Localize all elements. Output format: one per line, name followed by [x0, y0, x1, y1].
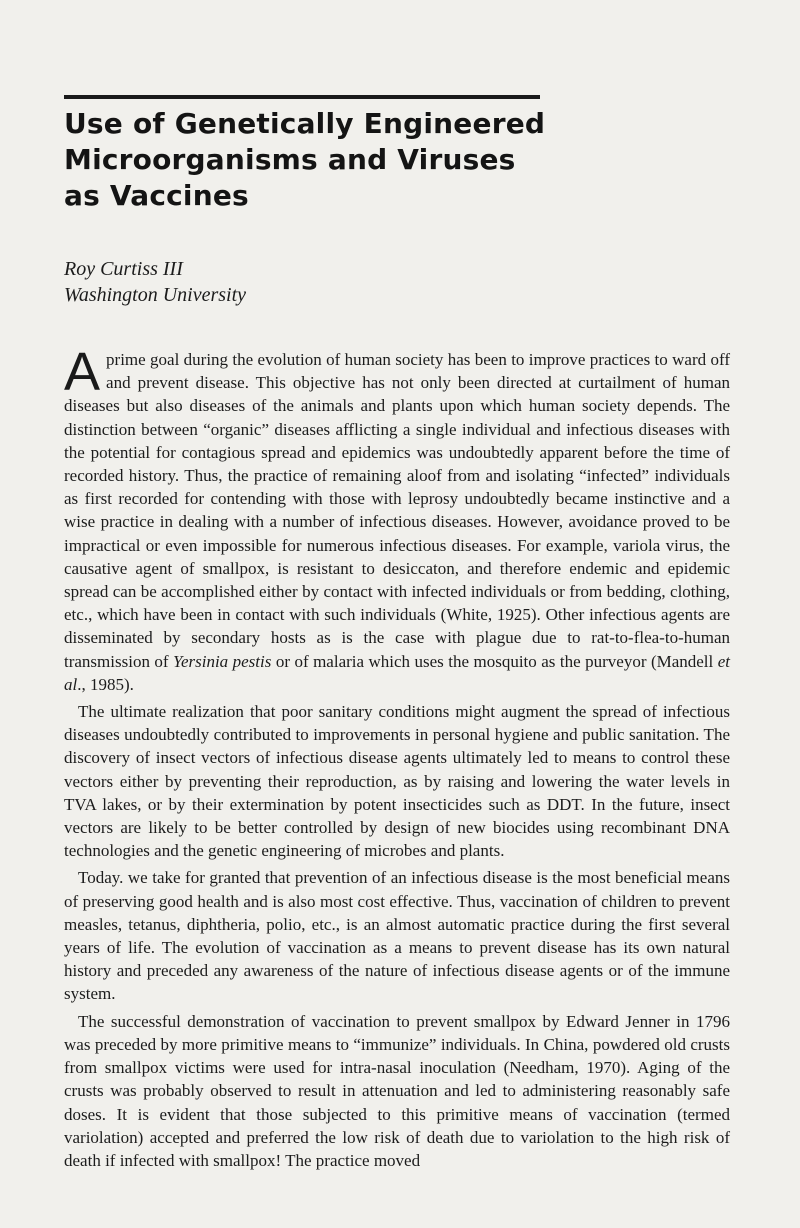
author-block	[64, 256, 246, 308]
paragraph-1-text-c: ., 1985).	[77, 674, 134, 694]
paragraph-3: Today. we take for granted that prevention of an infectious disease is the most beneficial means of preserving good health and is also most cost effective. Thus, vaccination of children to prevent measles, tetanus, diphtheria, polio, etc., is an almost automatic practice during the first several years of life. The evolution of vaccination as a means to prevent disease has its own natural history and preceded any awareness of the nature of infectious disease agents or of the immune system.	[64, 868, 730, 1004]
article-body	[64, 342, 731, 1172]
drop-cap: A	[64, 342, 101, 402]
species-name: Yersinia pestis	[173, 651, 272, 671]
paragraph-1-text-b: or of malaria which uses the mosquito as the purveyor (Mandell	[271, 651, 718, 671]
author-affiliation: Washington University	[64, 284, 247, 306]
article-title	[64, 106, 624, 214]
title-line-1: Use of Genetically Engineered	[64, 107, 546, 140]
paragraph-1	[64, 342, 731, 696]
title-line-2: Microorganisms and Viruses	[64, 143, 516, 176]
paragraph-1-text-a: prime goal during the evolution of human society has been to improve practices to ward off and prevent disease. This objective has not only been directed at curtailment of human diseases but also diseases of the animals and plants upon which human society depends. The distinction between “organic” diseases afflicting a single individual and infectious diseases with the potential for contagious spread and epidemics was undoubtedly apparent before the time of recorded history. Thus, the practice of remaining aloof from and isolating “infected” individuals as first recorded for contending with those with leprosy undoubtedly became instinctive and a wise practice in dealing with a number of infectious diseases. However, avoidance proved to be impractical or even impossible for numerous infectious diseases. For example, variola virus, the causative agent of smallpox, is resistant to desiccaton, and therefore endemic and epidemic spread can be accomplished either by contact with infected individuals or from bedding, clothing, etc., which have been in contact with such individuals (White, 1925). Other infectious agents are disseminated by secondary hosts as is the case with plague due to rat-to-flea-to-human transmission of	[64, 350, 730, 671]
et-al: et al	[64, 651, 731, 694]
author-name: Roy Curtiss III	[64, 258, 183, 280]
title-line-3: as Vaccines	[64, 179, 249, 212]
paragraph-4: The successful demonstration of vaccination to prevent smallpox by Edward Jenner in 1796 was preceded by more primitive means to “immunize” individuals. In China, powdered old crusts from smallpox victims were used for intra-nasal inoculation (Needham, 1970). Aging of the crusts was probably observed to result in attenuation and led to administering reasonably safe doses. It is evident that those subjected to this primitive means of vaccination (termed variolation) accepted and preferred the low risk of death due to variolation to the high risk of death if infected with smallpox! The practice moved	[64, 1011, 730, 1170]
paragraph-2: The ultimate realization that poor sanitary conditions might augment the spread of infectious diseases undoubtedly contributed to improvements in personal hygiene and public sanitation. The discovery of insect vectors of infectious disease agents ultimately led to means to control these vectors either by preventing their reproduction, as by raising and lowering the water levels in TVA lakes, or by their extermination by potent insecticides such as DDT. In the future, insect vectors are likely to be better controlled by design of new biocides using recombinant DNA technologies and the genetic engineering of microbes and plants.	[64, 702, 730, 861]
title-rule	[64, 95, 540, 99]
